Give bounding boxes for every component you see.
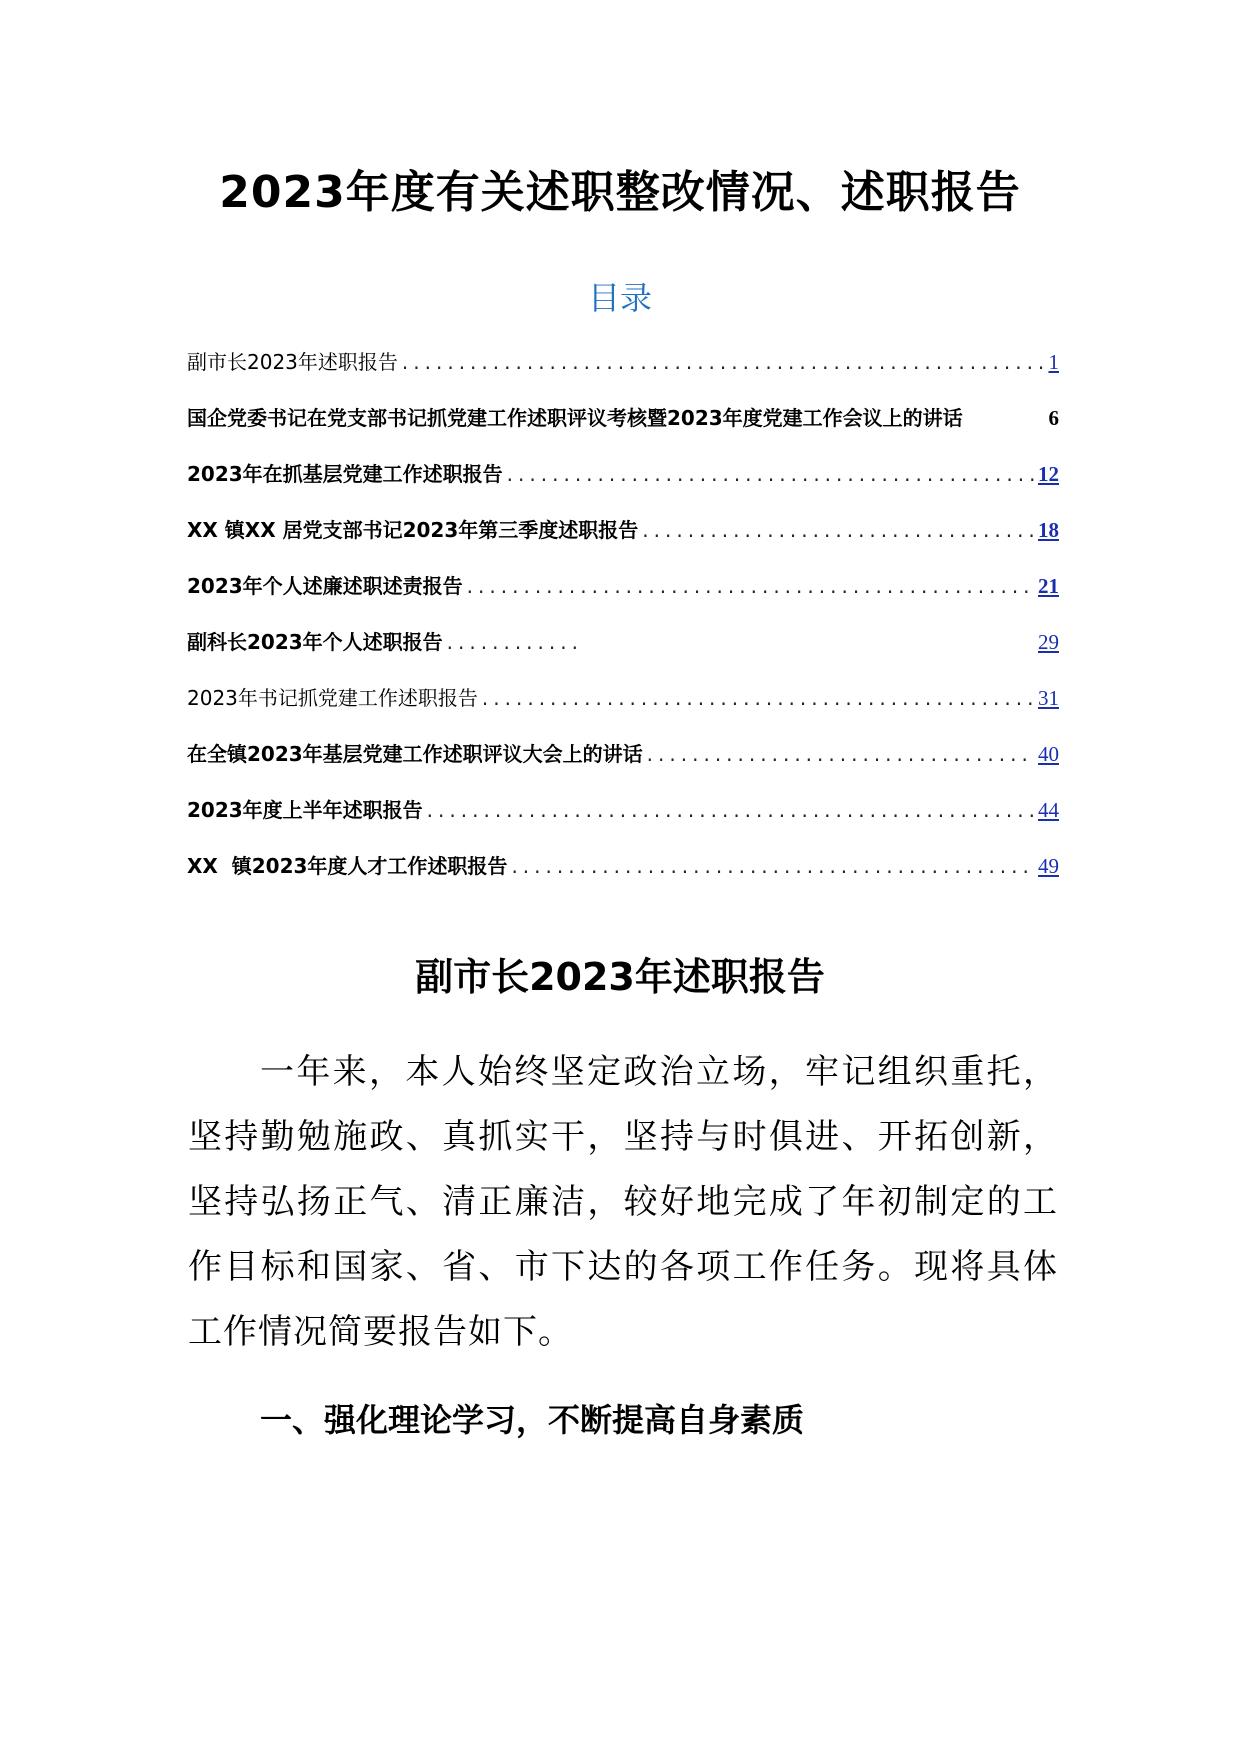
toc-page-link[interactable]: 1 [1048, 350, 1059, 374]
toc-page-link[interactable]: 29 [1038, 630, 1059, 654]
toc-entry-title: XX 镇XX 居党支部书记2023年第三季度述职报告 [187, 518, 639, 542]
toc-leader-dots [427, 796, 1034, 824]
toc-leader-dots [402, 348, 1045, 376]
toc-entry-title: XX 镇2023年度人才工作述职报告 [187, 854, 508, 878]
toc-entry-title: 2023年度上半年述职报告 [187, 798, 423, 822]
toc-entry-title: 在全镇2023年基层党建工作述职评议大会上的讲话 [187, 742, 643, 766]
toc-page-link[interactable]: 12 [1038, 462, 1059, 486]
toc-entry-title: 2023年在抓基层党建工作述职报告 [187, 462, 503, 486]
toc-leader-dots [447, 628, 577, 656]
toc-entry[interactable] [187, 600, 1059, 656]
toc-leader-dots [647, 740, 1034, 768]
toc-entry-title: 2023年个人述廉述职述责报告 [187, 574, 463, 598]
toc-leader-dots [642, 516, 1034, 544]
toc-entry-title: 国企党委书记在党支部书记抓党建工作述职评议考核暨2023年度党建工作会议上的讲话 [187, 406, 963, 430]
toc-page-link[interactable]: 40 [1038, 742, 1059, 766]
toc-page-link[interactable]: 18 [1038, 518, 1059, 542]
toc-entry[interactable] [187, 712, 1059, 768]
toc-entry-title: 副市长2023年述职报告 [187, 350, 398, 374]
toc-page-link[interactable]: 6 [1048, 406, 1059, 430]
toc-entry[interactable] [187, 768, 1059, 824]
toc-entry[interactable] [187, 544, 1059, 600]
section-subheading: 一、强化理论学习，不断提高自身素质 [260, 1401, 805, 1439]
table-of-contents [187, 320, 1059, 880]
toc-entry[interactable] [187, 824, 1059, 880]
toc-leader-dots [467, 572, 1034, 600]
toc-leader-dots [511, 852, 1034, 880]
toc-page-link[interactable]: 49 [1038, 854, 1059, 878]
toc-leader-dots [507, 460, 1034, 488]
document-title: 2023年度有关述职整改情况、述职报告 [219, 167, 1021, 218]
toc-entry[interactable] [187, 432, 1059, 488]
toc-page-link[interactable]: 21 [1038, 574, 1059, 598]
toc-leader-dots [482, 684, 1034, 712]
toc-page-link[interactable]: 44 [1038, 798, 1059, 822]
toc-entry[interactable] [187, 488, 1059, 544]
toc-entry-title: 2023年书记抓党建工作述职报告 [187, 686, 478, 710]
body-paragraph: 一年来，本人始终坚定政治立场，牢记组织重托，坚持勤勉施政、真抓实干，坚持与时俱进、开拓创新，坚持弘扬正气、清正廉洁，较好地完成了年初制定的工作目标和国家、省、市下达的各项工作任务。现将具体工作情况简要报告如下。 [188, 1052, 1058, 1352]
toc-entry-title: 副科长2023年个人述职报告 [187, 630, 443, 654]
section-title: 副市长2023年述职报告 [415, 955, 825, 999]
toc-entry[interactable] [187, 376, 1059, 432]
toc-page-link[interactable]: 31 [1038, 686, 1059, 710]
toc-entry[interactable] [187, 656, 1059, 712]
toc-heading: 目录 [587, 279, 652, 317]
toc-entry[interactable] [187, 320, 1059, 376]
